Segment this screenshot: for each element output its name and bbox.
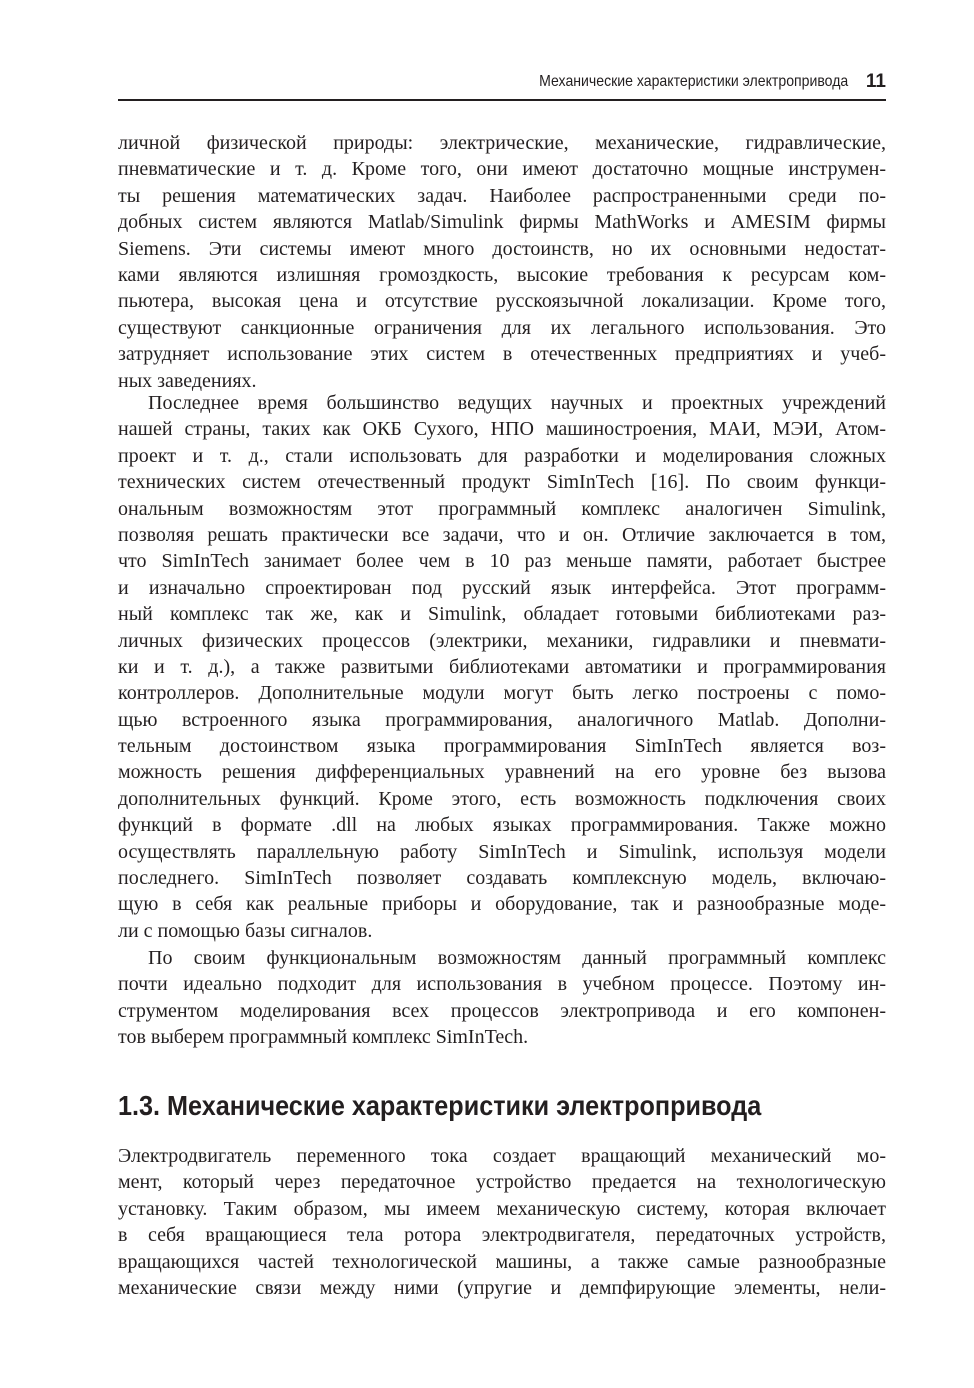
text-line: личных физических процессов (электрики, механики, гидравлики и пневмати-: [118, 629, 886, 652]
text-line: почти идеально подходит для использования в учебном процессе. Поэтому ин-: [118, 973, 886, 996]
text-line: контроллеров. Дополнительные модули могут быть легко построены с помо-: [118, 682, 886, 705]
text-line: щую в себя как реальные приборы и оборудование, так и разнообразные моде-: [118, 893, 886, 916]
text-line: тов выберем программный комплекс SimInTech.: [118, 1026, 529, 1049]
text-line: тельным достоинством языка программирования SimInTech является воз-: [118, 735, 886, 758]
text-line: существуют санкционные ограничения для их легального использования. Это: [118, 316, 886, 339]
text-line: пьютера, высокая цена и отсутствие русскоязычной локализации. Кроме того,: [118, 290, 886, 313]
text-line: позволяя решать практически все задачи, что и он. Отличие заключается в том,: [118, 523, 886, 546]
text-line: осуществлять параллельную работу SimInTech и Simulink, используя модели: [118, 840, 886, 863]
text-line: в себя вращающиеся тела ротора электродвигателя, передаточных устройств,: [118, 1224, 886, 1247]
text-line: ных заведениях.: [118, 369, 257, 392]
text-line: Электродвигатель переменного тока создает вращающий механический мо-: [118, 1145, 886, 1167]
text-line: проект и т. д., стали использовать для разработки и моделирования сложных: [118, 444, 886, 467]
text-line: дополнительных функций. Кроме этого, есть возможность подключения своих: [118, 787, 886, 810]
text-line: Siemens. Эти системы имеют много достоинств, но их основными недостат-: [118, 237, 886, 260]
text-line: и изначально спроектирован под русский язык интерфейса. Этот программ-: [118, 576, 886, 599]
text-line: личной физической природы: электрические, механические, гидравлические,: [118, 132, 886, 154]
text-line: щью встроенного языка программирования, аналогичного Matlab. Дополни-: [118, 708, 886, 731]
text-line: нашей страны, таких как ОКБ Сухого, НПО машиностроения, МАИ, МЭИ, Атом-: [118, 418, 886, 441]
text-line: мент, который через передаточное устройство предается на технологическую: [118, 1171, 886, 1194]
paragraph: [118, 1143, 886, 1301]
text-line: что SimInTech занимает более чем в 10 раз меньше памяти, работает быстрее: [118, 550, 886, 573]
text-line: ками являются излишняя громоздкость, высокие требования к ресурсам ком-: [118, 263, 886, 286]
header-rule: [118, 99, 886, 101]
text-line: затрудняет использование этих систем в отечественных предприятиях и учеб-: [118, 343, 886, 366]
text-line: функций в формате .dll на любых языках программирования. Также можно: [118, 814, 886, 837]
running-title: Механические характеристики электропривода: [538, 73, 848, 90]
text-line: ки и т. д.), а также развитыми библиотеками автоматики и программирования: [118, 655, 886, 678]
text-line: добных систем являются Matlab/Simulink фирмы MathWorks и AMESIM фирмы: [118, 211, 886, 234]
text-line: Последнее время большинство ведущих научных и проектных учреждений: [148, 392, 886, 414]
paragraph: [118, 130, 886, 394]
text-line: ональным возможностям этот программный комплекс аналогичен Simulink,: [118, 497, 886, 520]
text-line: механические связи между ними (упругие и демпфирующие элементы, нели-: [118, 1276, 886, 1299]
text-line: ли с помощью базы сигналов.: [118, 919, 373, 942]
text-line: ный комплекс так же, как и Simulink, обладает готовыми библиотеками раз-: [118, 603, 886, 626]
text-line: пневматические и т. д. Кроме того, они имеют достаточно мощные инструмен-: [118, 158, 886, 181]
text-line: струментом моделирования всех процессов электропривода и его компонен-: [118, 999, 886, 1022]
text-line: По своим функциональным возможностям данный программный комплекс: [148, 947, 886, 969]
paragraph: [118, 390, 886, 944]
page-number: 11: [865, 71, 886, 92]
running-header: [118, 68, 886, 96]
paragraph: [118, 945, 886, 1051]
text-line: последнего. SimInTech позволяет создавать комплексную модель, включаю-: [118, 867, 886, 890]
section-heading: 1.3. Механические характеристики электропривода: [118, 1090, 762, 1121]
text-line: технических систем отечественный продукт SimInTech [16]. По своим функци-: [118, 471, 886, 494]
text-line: ты решения математических задач. Наиболее распространенными среди по-: [118, 184, 886, 207]
text-line: вращающихся частей технологической машины, а также самые разнообразные: [118, 1250, 886, 1273]
text-line: установку. Таким образом, мы имеем механическую систему, которая включает: [118, 1197, 886, 1220]
text-line: можность решения дифференциальных уравнений на его уровне без вызова: [118, 761, 886, 784]
